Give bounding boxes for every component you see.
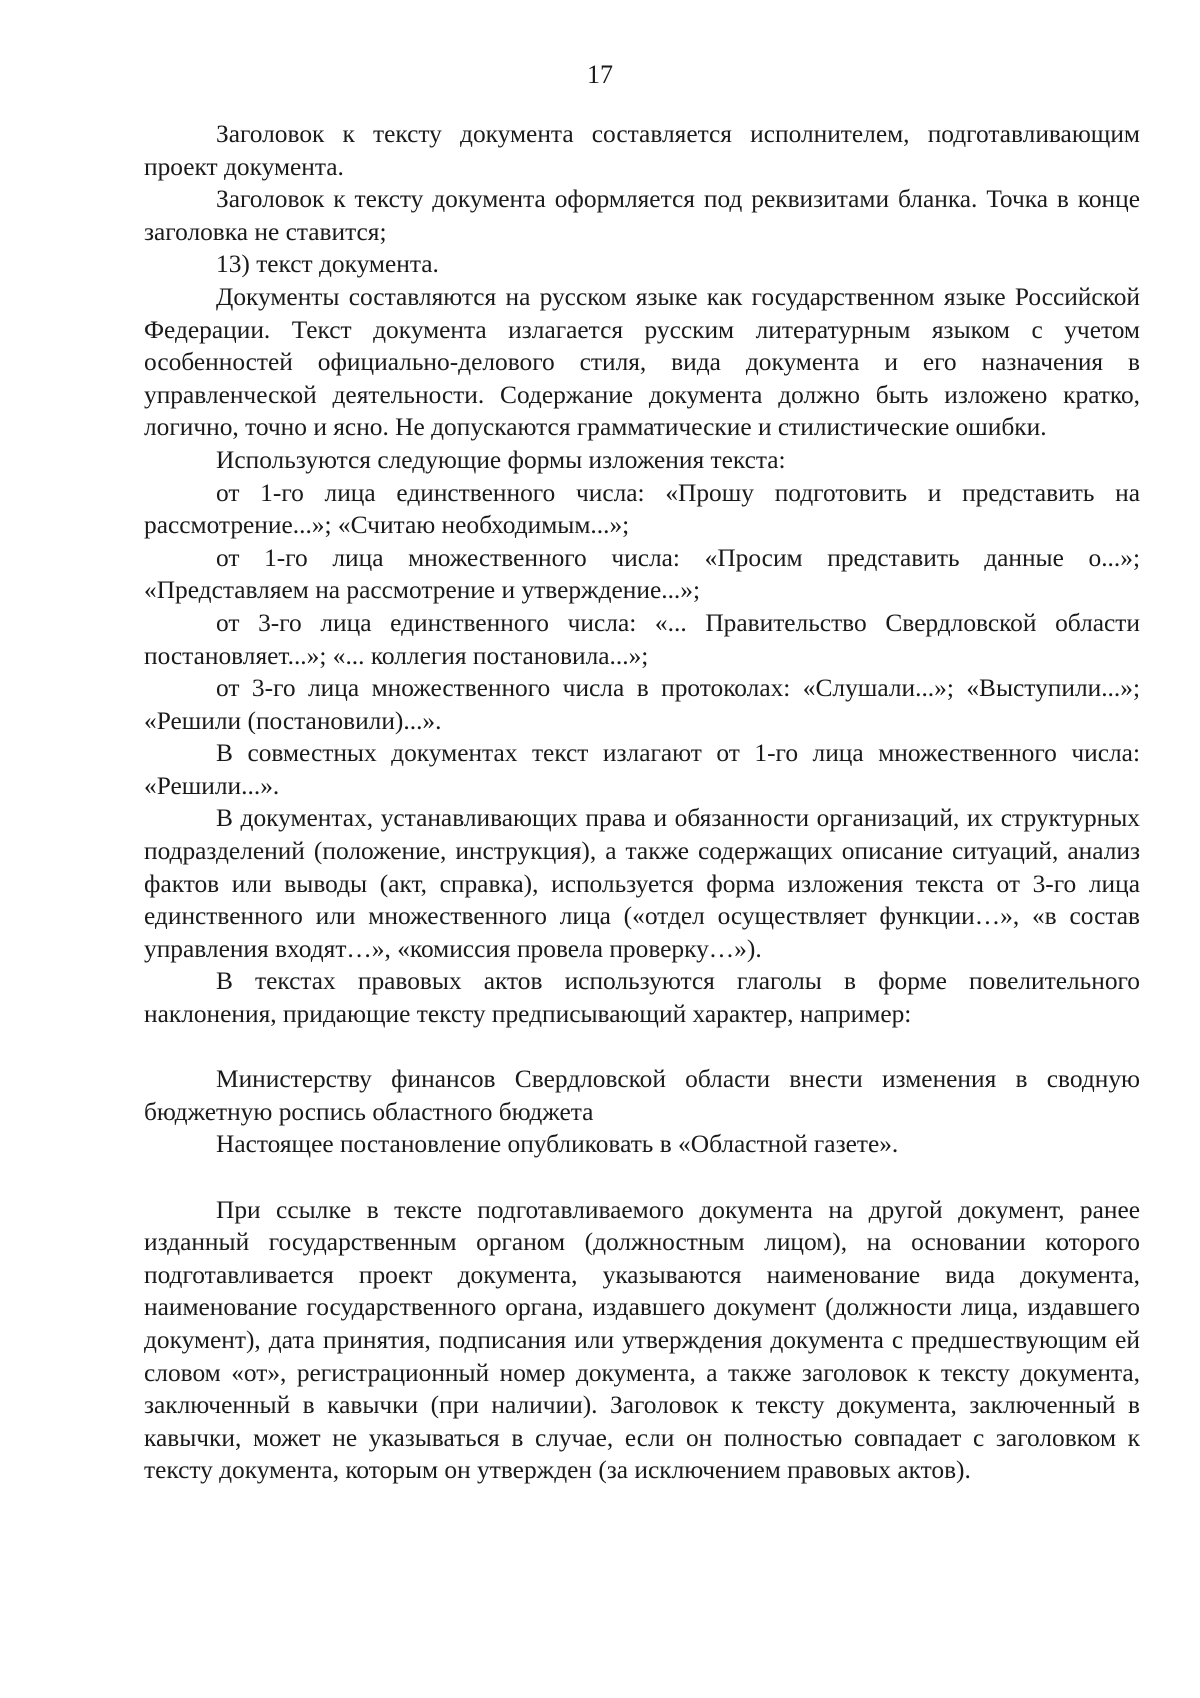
paragraph-rights-documents: В документах, устанавливающих права и обязанности организаций, их структурных подразделений (положение, инструкция), а также содержащих описание ситуаций, анализ фактов или выводы (акт, справка), используется форма изложения текста от 3-го лица единственного или множественного лица («отдел осуществляет функции…», «в состав управления входят…», «комиссия провела проверку…»). [144,804,1140,963]
paragraph-first-person-plural: от 1-го лица множественного числа: «Просим представить данные о...»; «Представляем на рассмотрение и утверждение...»; [144,543,1140,605]
paragraph-forms-intro: Используются следующие формы изложения текста: [216,445,786,474]
document-body [144,118,1140,1487]
paragraph-third-person-plural: от 3-го лица множественного числа в протоколах: «Слушали...»; «Выступили...»; «Решили (постановили)...». [144,674,1140,735]
paragraph-heading-placement: Заголовок к тексту документа оформляется под реквизитами бланка. Точка в конце заголовка не ставится; [144,185,1140,246]
paragraph-language: Документы составляются на русском языке как государственном языке Российской Федерации. Текст документа излагается русским литературным языком с учетом особенностей официально-делового стиля, вида документа и его назначения в управленческой деятельности. Содержание документа должно быть изложено кратко, логично, точно и ясно. Не допускаются грамматические и стилистические ошибки. [144,282,1140,442]
paragraph-heading-author: Заголовок к тексту документа составляется исполнителем, подготавливающим проект документа. [144,120,1140,181]
paragraph-example-publish: Настоящее постановление опубликовать в «Областной газете». [216,1130,899,1159]
paragraph-joint-documents: В совместных документах текст излагают от 1-го лица множественного числа: «Решили...». [144,739,1140,800]
paragraph-item-13: 13) текст документа. [216,250,439,279]
paragraph-first-person-singular: от 1-го лица единственного числа: «Прошу подготовить и представить на рассмотрение...»; «Считаю необходимым...»; [144,478,1140,540]
paragraph-references: При ссылке в тексте подготавливаемого документа на другой документ, ранее изданный государственным органом (должностным лицом), на основании которого подготавливается проект документа, указываются наименование вида документа, наименование государственного органа, издавшего документ (должности лица, издавшего документ), дата принятия, подписания или утверждения документа с предшествующим ей словом «от», регистрационный номер документа, а также заголовок к тексту документа, заключенный в кавычки (при наличии). Заголовок к тексту документа, заключенный в кавычки, может не указываться в случае, если он полностью совпадает с заголовком к тексту документа, которым он утвержден (за исключением правовых актов). [144,1195,1140,1485]
paragraph-third-person-singular: от 3-го лица единственного числа: «... Правительство Свердловской области постановляет...»; «... коллегия постановила...»; [144,608,1140,670]
paragraph-imperative-verbs: В текстах правовых актов используются глаголы в форме повелительного наклонения, придающие тексту предписывающий характер, например: [144,967,1140,1029]
paragraph-example-ministry: Министерству финансов Свердловской области внести изменения в сводную бюджетную роспись областного бюджета [144,1065,1140,1126]
page-number: 17 [587,60,613,89]
